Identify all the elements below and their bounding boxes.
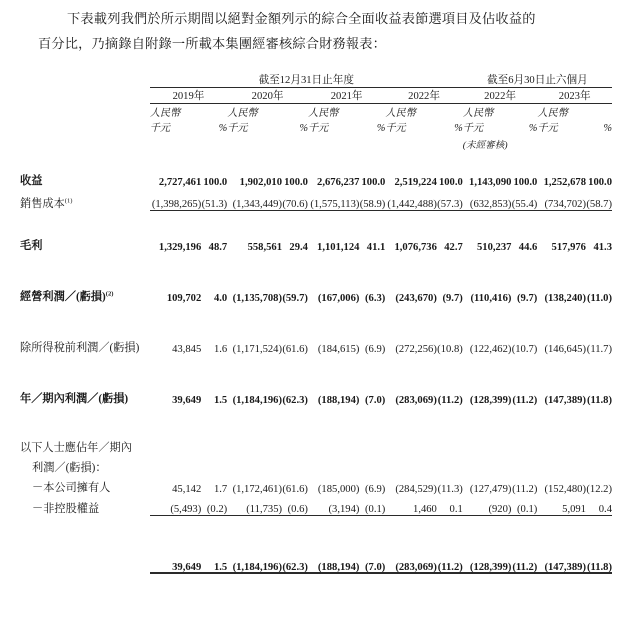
unit-2022-annual: 千元 bbox=[385, 123, 406, 134]
spacer bbox=[20, 72, 150, 87]
financial-summary-table bbox=[20, 72, 612, 574]
spacer-row bbox=[20, 426, 612, 435]
pfp-2019-amt: 39,649 bbox=[172, 395, 202, 406]
currency-2019: 人民幣 bbox=[149, 108, 181, 119]
pct-2021: % bbox=[376, 123, 386, 134]
table-row-total bbox=[20, 551, 612, 574]
gp-2019-pct: 48.7 bbox=[208, 242, 228, 253]
op-2020-pct: (59.7) bbox=[282, 293, 308, 304]
spacer-row bbox=[20, 304, 612, 324]
nci-2020-amt: (11,735) bbox=[227, 495, 282, 516]
intro-line-1: 下表載列我們於所示期間以絕對金額列示的綜合全面收益表節選項目及佔收益的 bbox=[67, 11, 536, 26]
cos-2022i-amt: (632,853) bbox=[463, 188, 512, 211]
spacer-row bbox=[20, 536, 612, 551]
own-2023i-pct: (12.2) bbox=[586, 484, 612, 495]
spacer-row bbox=[20, 516, 612, 537]
tot-2021-amt: (188,194) bbox=[308, 551, 359, 574]
own-2020-pct: (61.6) bbox=[282, 484, 308, 495]
tot-2021-pct: (7.0) bbox=[359, 551, 385, 574]
pct-2022-annual: % bbox=[454, 123, 463, 134]
op-2022a-pct: (9.7) bbox=[442, 293, 463, 304]
spacer bbox=[20, 134, 463, 151]
own-2019-amt: 45,142 bbox=[172, 484, 202, 495]
tot-2022a-amt: (283,069) bbox=[385, 551, 437, 574]
pbt-2020-pct: (61.6) bbox=[282, 344, 308, 355]
year-header-row bbox=[20, 88, 612, 103]
attributable-heading-line2: 利潤／(虧損)： bbox=[32, 462, 107, 474]
revenue-2023i-amt: 1,252,678 bbox=[543, 177, 586, 188]
row-label-owners: －本公司擁有人 bbox=[32, 482, 111, 494]
op-2019-amt: 109,702 bbox=[166, 293, 202, 304]
cos-2021-amt: (1,575,113) bbox=[308, 188, 359, 211]
col-year-2023-interim: 2023年 bbox=[558, 91, 591, 102]
unaudited-note-row bbox=[20, 134, 612, 151]
own-2022a-pct: (11.3) bbox=[437, 484, 463, 495]
cos-2022a-pct: (57.3) bbox=[437, 188, 463, 211]
pbt-2022a-amt: (272,256) bbox=[395, 344, 437, 355]
pbt-2020-amt: (1,171,524) bbox=[232, 344, 283, 355]
pbt-2019-pct: 1.6 bbox=[213, 344, 228, 355]
nci-2020-pct: (0.6) bbox=[282, 495, 308, 516]
intro-line-2: 百分比，乃摘錄自附錄一所載本集團經審核綜合財務報表： bbox=[38, 36, 387, 51]
currency-2021: 人民幣 bbox=[307, 108, 339, 119]
table-row-attributable-heading-2 bbox=[20, 455, 612, 475]
op-2020-amt: (1,135,708) bbox=[232, 293, 283, 304]
operating-profit-text: 經營利潤／(虧損) bbox=[20, 291, 106, 303]
revenue-2021-amt: 2,676,237 bbox=[317, 177, 360, 188]
tot-2022i-amt: (128,399) bbox=[463, 551, 512, 574]
unit-row bbox=[20, 119, 612, 134]
gp-2022a-amt: 1,076,736 bbox=[394, 242, 437, 253]
pbt-2022i-amt: (122,462) bbox=[469, 344, 512, 355]
spacer bbox=[20, 104, 150, 119]
pfp-2022i-pct: (11.2) bbox=[512, 395, 538, 406]
nci-2023i-amt: 5,091 bbox=[537, 495, 586, 516]
pbt-2021-amt: (184,615) bbox=[317, 344, 360, 355]
nci-2022a-amt: 1,460 bbox=[385, 495, 437, 516]
intro-paragraph bbox=[38, 6, 598, 56]
own-2021-amt: (185,000) bbox=[317, 484, 360, 495]
tot-2022i-pct: (11.2) bbox=[511, 551, 537, 574]
gp-2021-pct: 41.1 bbox=[366, 242, 386, 253]
revenue-2022a-amt: 2,519,224 bbox=[394, 177, 437, 188]
nci-2022i-pct: (0.1) bbox=[511, 495, 537, 516]
revenue-2022i-pct: 100.0 bbox=[513, 177, 538, 188]
pfp-2022a-pct: (11.2) bbox=[437, 395, 463, 406]
own-2020-amt: (1,172,461) bbox=[232, 484, 283, 495]
cos-2021-pct: (58.9) bbox=[359, 188, 385, 211]
table-row-gross-profit bbox=[20, 231, 612, 253]
own-2022i-amt: (127,479) bbox=[469, 484, 512, 495]
op-2021-pct: (6.3) bbox=[365, 293, 386, 304]
tot-2023i-pct: (11.8) bbox=[586, 551, 612, 574]
unit-2019: 千元 bbox=[149, 123, 171, 134]
table-row-operating-profit bbox=[20, 282, 612, 304]
unit-2022-interim: 千元 bbox=[462, 123, 484, 134]
pfp-2021-pct: (7.0) bbox=[365, 395, 386, 406]
spacer-row bbox=[20, 273, 612, 282]
spacer-row bbox=[20, 355, 612, 375]
row-label-non-controlling: －非控股權益 bbox=[32, 502, 100, 515]
attributable-heading-line1: 以下人士應佔年／期內 bbox=[20, 442, 132, 454]
pct-2020: % bbox=[299, 123, 308, 134]
gp-2022i-pct: 44.6 bbox=[518, 242, 538, 253]
cost-of-sales-text: 銷售成本 bbox=[20, 197, 65, 210]
own-2022a-amt: (284,529) bbox=[395, 484, 437, 495]
table-row-profit-for-period bbox=[20, 384, 612, 406]
revenue-2020-pct: 100.0 bbox=[284, 177, 308, 188]
spacer-row bbox=[20, 253, 612, 273]
pbt-2023i-amt: (146,645) bbox=[544, 344, 586, 355]
unit-2023-interim: 千元 bbox=[537, 123, 558, 134]
tot-2022a-pct: (11.2) bbox=[437, 551, 463, 574]
nci-2019-amt: (5,493) bbox=[150, 495, 202, 516]
pfp-2020-pct: (62.3) bbox=[282, 395, 308, 406]
gp-2020-amt: 558,561 bbox=[247, 242, 283, 253]
nci-2021-pct: (0.1) bbox=[359, 495, 385, 516]
gp-2022i-amt: 510,237 bbox=[476, 242, 512, 253]
currency-2020: 人民幣 bbox=[227, 108, 258, 119]
row-label-gross-profit: 毛利 bbox=[20, 240, 43, 252]
row-label-profit-for-period: 年／期內利潤／(虧損) bbox=[20, 393, 129, 405]
gp-2020-pct: 29.4 bbox=[289, 242, 308, 253]
cost-of-sales-footnote: (1) bbox=[64, 196, 73, 204]
unaudited-note: (未經審核) bbox=[462, 140, 508, 151]
nci-2022i-amt: (920) bbox=[463, 495, 512, 516]
table-row-revenue bbox=[20, 166, 612, 188]
cos-2022i-pct: (55.4) bbox=[511, 188, 537, 211]
row-label-profit-before-tax: 除所得稅前利潤／(虧損) bbox=[20, 342, 140, 354]
unit-2020: 千元 bbox=[227, 123, 248, 134]
group-header-row bbox=[20, 72, 612, 87]
col-year-2021: 2021年 bbox=[330, 91, 363, 102]
revenue-2019-amt: 2,727,461 bbox=[158, 177, 202, 188]
pfp-2023i-pct: (11.8) bbox=[586, 395, 612, 406]
spacer-row bbox=[20, 151, 612, 166]
pfp-2022a-amt: (283,069) bbox=[395, 395, 437, 406]
revenue-2019-pct: 100.0 bbox=[203, 177, 228, 188]
spacer-row bbox=[20, 375, 612, 384]
tot-2019-amt: 39,649 bbox=[150, 551, 202, 574]
pct-2023-interim: % bbox=[603, 123, 612, 134]
pbt-2019-amt: 43,845 bbox=[172, 344, 202, 355]
col-year-2019: 2019年 bbox=[172, 91, 205, 102]
tot-2019-pct: 1.5 bbox=[201, 551, 227, 574]
row-label-operating-profit bbox=[20, 282, 150, 304]
spacer bbox=[20, 88, 150, 103]
pct-2019: % bbox=[218, 123, 228, 134]
gp-2021-amt: 1,101,124 bbox=[317, 242, 360, 253]
group-header-annual: 截至12月31日止年度 bbox=[258, 75, 354, 86]
tot-2020-pct: (62.3) bbox=[282, 551, 308, 574]
gp-2023i-pct: 41.3 bbox=[593, 242, 612, 253]
cos-2020-amt: (1,343,449) bbox=[227, 188, 282, 211]
currency-2023-interim: 人民幣 bbox=[537, 108, 568, 119]
spacer bbox=[20, 119, 150, 134]
own-2023i-amt: (152,480) bbox=[544, 484, 586, 495]
pbt-2021-pct: (6.9) bbox=[365, 344, 386, 355]
pfp-2021-amt: (188,194) bbox=[317, 395, 360, 406]
gp-2023i-amt: 517,976 bbox=[551, 242, 586, 253]
pbt-2022i-pct: (10.7) bbox=[511, 344, 538, 355]
revenue-2021-pct: 100.0 bbox=[361, 177, 386, 188]
spacer-row bbox=[20, 324, 612, 333]
revenue-2022a-pct: 100.0 bbox=[438, 177, 463, 188]
col-year-2020: 2020年 bbox=[251, 91, 284, 102]
pfp-2022i-amt: (128,399) bbox=[469, 395, 512, 406]
nci-2021-amt: (3,194) bbox=[308, 495, 359, 516]
row-label-total bbox=[20, 551, 150, 574]
op-2022i-amt: (110,416) bbox=[470, 293, 512, 304]
op-2022a-amt: (243,670) bbox=[395, 293, 437, 304]
gp-2022a-pct: 42.7 bbox=[444, 242, 463, 253]
currency-row bbox=[20, 104, 612, 119]
tot-2020-amt: (1,184,196) bbox=[227, 551, 282, 574]
nci-2019-pct: (0.2) bbox=[201, 495, 227, 516]
pbt-2023i-pct: (11.7) bbox=[586, 344, 612, 355]
revenue-2020-amt: 1,902,010 bbox=[239, 177, 283, 188]
cos-2020-pct: (70.6) bbox=[282, 188, 308, 211]
tot-2023i-amt: (147,389) bbox=[537, 551, 586, 574]
own-2022i-pct: (11.2) bbox=[512, 484, 538, 495]
col-year-2022-annual: 2022年 bbox=[408, 91, 440, 102]
own-2021-pct: (6.9) bbox=[365, 484, 386, 495]
cos-2019-pct: (51.3) bbox=[201, 188, 227, 211]
nci-2022a-pct: 0.1 bbox=[437, 495, 463, 516]
currency-2022-annual: 人民幣 bbox=[385, 108, 416, 119]
group-header-interim: 截至6月30日止六個月 bbox=[487, 75, 588, 86]
cos-2023i-pct: (58.7) bbox=[586, 188, 612, 211]
currency-2022-interim: 人民幣 bbox=[462, 108, 494, 119]
pbt-2022a-pct: (10.8) bbox=[437, 344, 463, 355]
op-2023i-amt: (138,240) bbox=[544, 293, 586, 304]
unit-2021: 千元 bbox=[307, 123, 329, 134]
revenue-2022i-amt: 1,143,090 bbox=[469, 177, 512, 188]
pfp-2020-amt: (1,184,196) bbox=[232, 395, 283, 406]
cos-2019-amt: (1,398,265) bbox=[150, 188, 202, 211]
table-row-cost-of-sales bbox=[20, 188, 612, 211]
row-label-revenue: 收益 bbox=[20, 175, 43, 187]
op-2022i-pct: (9.7) bbox=[517, 293, 538, 304]
revenue-2023i-pct: 100.0 bbox=[588, 177, 612, 188]
spacer-row bbox=[20, 406, 612, 426]
row-label-cost-of-sales bbox=[20, 188, 150, 211]
gp-2019-amt: 1,329,196 bbox=[158, 242, 202, 253]
table-row-non-controlling bbox=[20, 495, 612, 516]
op-2021-amt: (167,006) bbox=[317, 293, 360, 304]
pfp-2023i-amt: (147,389) bbox=[544, 395, 586, 406]
own-2019-pct: 1.7 bbox=[213, 484, 228, 495]
cos-2022a-amt: (1,442,488) bbox=[385, 188, 437, 211]
table-row-profit-before-tax bbox=[20, 333, 612, 355]
spacer bbox=[537, 134, 612, 151]
operating-profit-footnote: (2) bbox=[105, 290, 114, 298]
op-2019-pct: 4.0 bbox=[213, 293, 228, 304]
spacer-row bbox=[20, 211, 612, 232]
cos-2023i-amt: (734,702) bbox=[537, 188, 586, 211]
table-row-owners bbox=[20, 475, 612, 495]
op-2023i-pct: (11.0) bbox=[586, 293, 612, 304]
table-row-attributable-heading-1 bbox=[20, 435, 612, 455]
col-year-2022-interim: 2022年 bbox=[484, 91, 516, 102]
pct-2022-interim: % bbox=[528, 123, 538, 134]
pfp-2019-pct: 1.5 bbox=[213, 395, 228, 406]
nci-2023i-pct: 0.4 bbox=[586, 495, 612, 516]
